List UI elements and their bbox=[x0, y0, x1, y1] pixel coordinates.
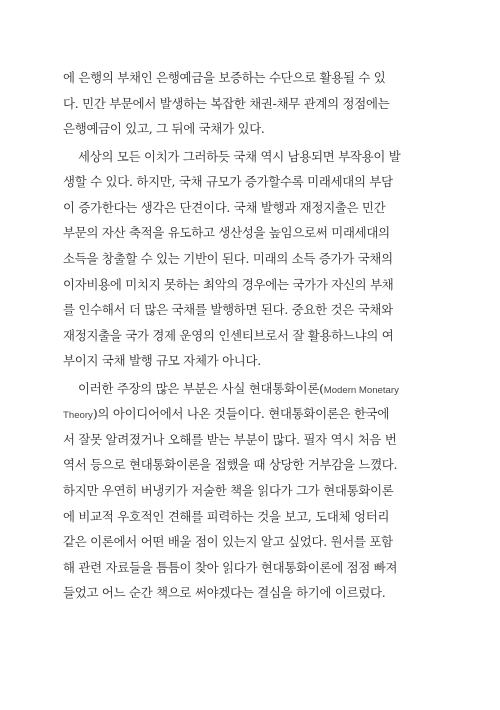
text-line: 이 증가한다는 생각은 단견이다. 국채 발행과 재정지출은 민간 bbox=[63, 200, 386, 215]
text-line: 이자비용에 미치지 못하는 최악의 경우에는 국가가 자신의 부채 bbox=[63, 277, 394, 292]
text-line bbox=[63, 402, 403, 426]
text-line: 다. 민간 부문에서 발생하는 복잡한 채권-채무 관계의 정점에는 bbox=[63, 96, 390, 111]
text-line: 에 비교적 우호적인 견해를 피력하는 것을 보고, 도대체 엉터리 bbox=[63, 509, 390, 524]
text-run: 이러한 주장의 많은 부분은 사실 현대통화이론( bbox=[78, 381, 324, 396]
text-line: 같은 이론에서 어떤 배울 점이 있는지 알고 싶었다. 원서를 포함 bbox=[63, 534, 393, 549]
text-line: 세상의 모든 이치가 그러하듯 국채 역시 남용되면 부작용이 발 bbox=[78, 149, 401, 164]
english-term: Theory bbox=[63, 410, 93, 421]
text-line: 생할 수 있다. 하지만, 국채 규모가 증가할수록 미래세대의 부담 bbox=[63, 174, 393, 189]
text-line: 서 잘못 알려졌거나 오해를 받는 부분이 많다. 필자 역시 처음 번 bbox=[63, 432, 397, 447]
text-line: 에 은행의 부채인 은행예금을 보증하는 수단으로 활용될 수 있 bbox=[63, 70, 386, 85]
text-line: 재정지출을 국가 경제 운영의 인센티브로서 잘 활용하느냐의 여 bbox=[63, 328, 394, 343]
text-line: 은행예금이 있고, 그 뒤에 국채가 있다. bbox=[63, 121, 265, 136]
text-line: 부문의 자산 축적을 유도하고 생산성을 높임으로써 미래세대의 bbox=[63, 225, 390, 240]
text-line: 해 관련 자료들을 틈틈이 찾아 읽다가 현대통화이론에 점점 빠져 bbox=[63, 560, 398, 575]
text-line bbox=[78, 377, 403, 401]
text-line: 하지만 우연히 버냉키가 저술한 책을 읽다가 그가 현대통화이론 bbox=[63, 483, 394, 498]
text-run: )의 아이디어에서 나온 것들이다. 현대통화이론은 한국에 bbox=[92, 406, 390, 421]
text-line: 를 인수해서 더 많은 국채를 발행하면 된다. 중요한 것은 국채와 bbox=[63, 302, 393, 317]
text-line: 들었고 어느 순간 책으로 써야겠다는 결심을 하기에 이르렀다. bbox=[63, 585, 386, 600]
text-line: 역서 등으로 현대통화이론을 접했을 때 상당한 거부감을 느꼈다. bbox=[63, 457, 398, 472]
text-line: 소득을 창출할 수 있는 기반이 된다. 미래의 소득 증가가 국채의 bbox=[63, 251, 393, 266]
text-line: 부이지 국채 발행 규모 자체가 아니다. bbox=[63, 353, 261, 368]
english-term: Modern Monetary bbox=[323, 385, 399, 396]
